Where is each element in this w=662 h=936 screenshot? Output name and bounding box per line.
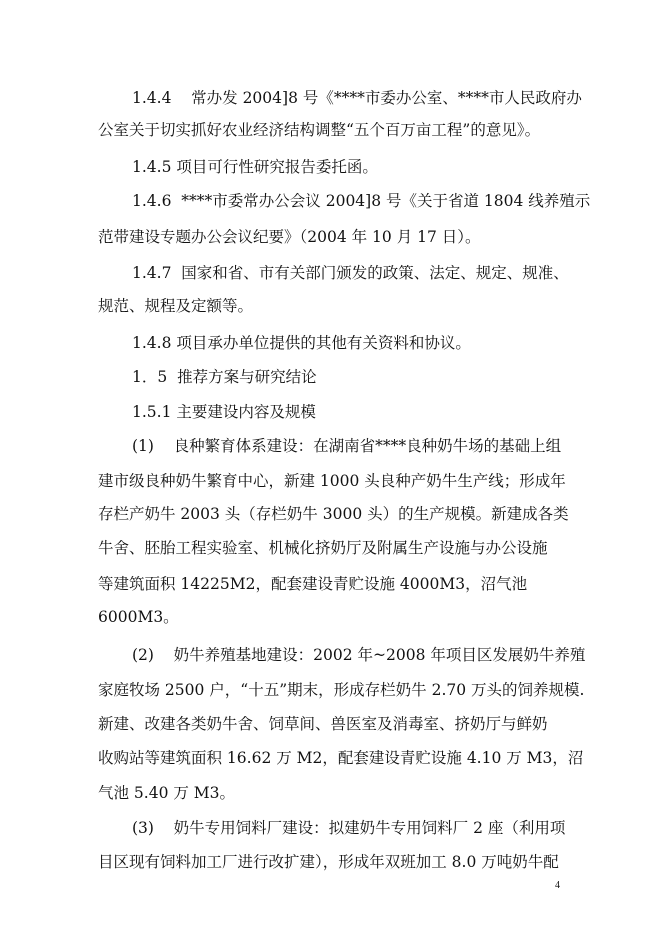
text-line: 家庭牧场 2500 户，“十五”期末，形成存栏奶牛 2.70 万头的饲养规模.: [98, 681, 585, 699]
subsection-heading: 1.5.1 主要建设内容及规模: [132, 403, 316, 421]
text-line: 规范、规程及定额等。: [98, 297, 254, 315]
text-line: 1.4.6 ****市委常办公会议 2004]8 号《关于省道 1804 线养殖示: [132, 192, 591, 210]
text-line: 等建筑面积 14225M2，配套建设青贮设施 4000M3，沼气池: [98, 575, 528, 593]
text-line: 目区现有饲料加工厂进行改扩建），形成年双班加工 8.0 万吨奶牛配: [98, 853, 559, 871]
text-line: 1.4.7 国家和省、市有关部门颁发的政策、法定、规定、规准、: [132, 264, 569, 282]
text-line: 存栏产奶牛 2003 头（存栏奶牛 3000 头）的生产规模。新建成各类: [98, 505, 569, 523]
text-line: 收购站等建筑面积 16.62 万 M2，配套建设青贮设施 4.10 万 M3，沼: [98, 749, 584, 767]
text-line: 范带建设专题办公会议纪要》（2004 年 10 月 17 日）。: [98, 228, 481, 246]
text-line: 牛舍、胚胎工程实验室、机械化挤奶厅及附属生产设施与办公设施: [98, 539, 548, 557]
text-line: (1) 良种繁育体系建设：在湖南省****良种奶牛场的基础上组: [132, 437, 562, 455]
text-line: (2) 奶牛养殖基地建设：2002 年~2008 年项目区发展奶牛养殖: [132, 646, 586, 664]
text-line: 公室关于切实抓好农业经济结构调整“五个百万亩工程”的意见》。: [98, 121, 541, 139]
page-number: 4: [555, 880, 560, 891]
text-line: (3) 奶牛专用饲料厂建设：拟建奶牛专用饲料厂 2 座（利用项: [132, 819, 566, 837]
text-line: 新建、改建各类奶牛舍、饲草间、兽医室及消毒室、挤奶厅与鲜奶: [98, 715, 548, 733]
text-line: 6000M3。: [98, 608, 179, 626]
text-line: 1.4.8 项目承办单位提供的其他有关资料和协议。: [132, 334, 471, 352]
text-line: 建市级良种奶牛繁育中心，新建 1000 头良种产奶牛生产线；形成年: [98, 472, 566, 490]
text-line: 1.4.5 项目可行性研究报告委托函。: [132, 158, 378, 176]
text-line: 1.4.4 常办发 2004]8 号《****市委办公室、****市人民政府办: [132, 89, 582, 107]
section-heading: 1．5 推荐方案与研究结论: [132, 368, 317, 386]
text-line: 气池 5.40 万 M3。: [98, 784, 236, 802]
